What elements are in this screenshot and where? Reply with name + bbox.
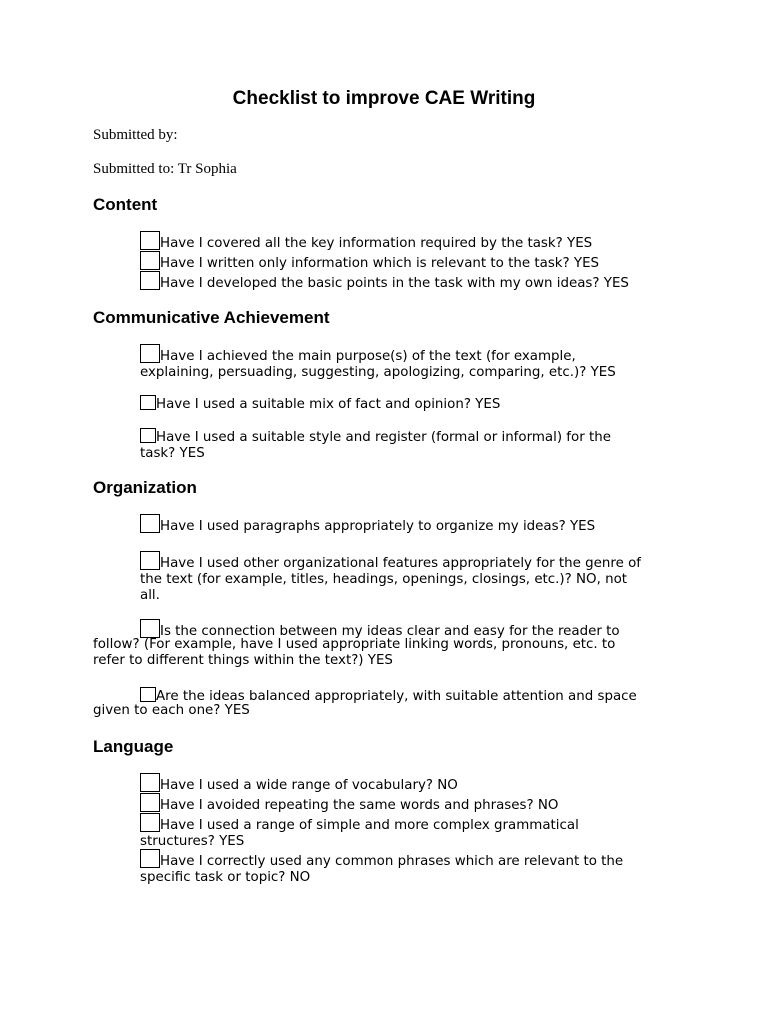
checklist-item [140,344,616,381]
item-text: Have I used a range of simple and more complex grammatical [160,818,579,833]
item-text: Have I used paragraphs appropriately to organize my ideas? YES [160,519,596,534]
item-text: specific task or topic? NO [140,870,311,886]
item-text: Have I used a wide range of vocabulary? NO [160,778,458,793]
item-text: follow? (For example, have I used appropriate linking words, pronouns, etc. to [93,637,616,652]
checklist-item [140,551,641,605]
checkbox[interactable] [140,793,160,812]
checklist-item [140,271,629,292]
checklist-item [140,231,592,252]
checkbox[interactable] [140,773,160,792]
checkbox[interactable] [140,687,156,702]
item-text: structures? YES [140,834,245,850]
item-text: Have I avoided repeating the same words and phrases? NO [160,798,559,813]
checklist-item [140,395,500,413]
checkbox[interactable] [140,428,156,443]
checkbox[interactable] [140,344,160,363]
checklist-item [140,514,595,535]
checkbox[interactable] [140,271,160,290]
submitted-by: Submitted by: [93,127,178,143]
checkbox[interactable] [140,813,160,832]
item-text: the text (for example, titles, headings, openings, closings, etc.)? NO, not [140,572,628,588]
item-text: all. [140,588,160,604]
checklist-item-continuation [93,703,250,719]
checklist-item [140,849,623,886]
item-text: Have I developed the basic points in the task with my own ideas? YES [160,276,629,291]
item-text: Have I correctly used any common phrases which are relevant to the [160,854,624,869]
checkbox[interactable] [140,231,160,250]
item-text: given to each one? YES [93,703,250,718]
item-text: Have I written only information which is relevant to the task? YES [160,256,600,271]
checkbox[interactable] [140,619,160,638]
item-text: Have I used a suitable style and register (formal or informal) for the [156,430,611,445]
section-heading-language: Language [93,737,174,756]
item-text: Is the connection between my ideas clear and easy for the reader to [160,624,620,639]
checklist-item [140,428,611,462]
item-text: Have I used other organizational features appropriately for the genre of [160,556,641,571]
checkbox[interactable] [140,395,156,410]
checkbox[interactable] [140,251,160,270]
item-text: Have I covered all the key information required by the task? YES [160,236,593,251]
document-title: Checklist to improve CAE Writing [232,88,536,109]
item-text: Have I achieved the main purpose(s) of the text (for example, [160,349,576,364]
section-heading-content: Content [93,195,158,214]
section-heading-communicative-achievement: Communicative Achievement [93,308,330,327]
submitted-to: Submitted to: Tr Sophia [93,161,237,177]
checklist-item [140,251,599,272]
item-text: explaining, persuading, suggesting, apologizing, comparing, etc.)? YES [140,365,616,381]
item-text: refer to different things within the text?) YES [93,653,393,669]
checkbox[interactable] [140,514,160,533]
item-text: task? YES [140,446,205,462]
item-text: Are the ideas balanced appropriately, with suitable attention and space [156,689,637,704]
checkbox[interactable] [140,849,160,868]
checklist-item [140,773,458,794]
checklist-item-continuation [93,637,615,669]
checkbox[interactable] [140,551,160,570]
section-heading-organization: Organization [93,478,197,497]
checklist-item [140,793,558,814]
item-text: Have I used a suitable mix of fact and opinion? YES [156,397,501,412]
checklist-item [140,813,579,850]
